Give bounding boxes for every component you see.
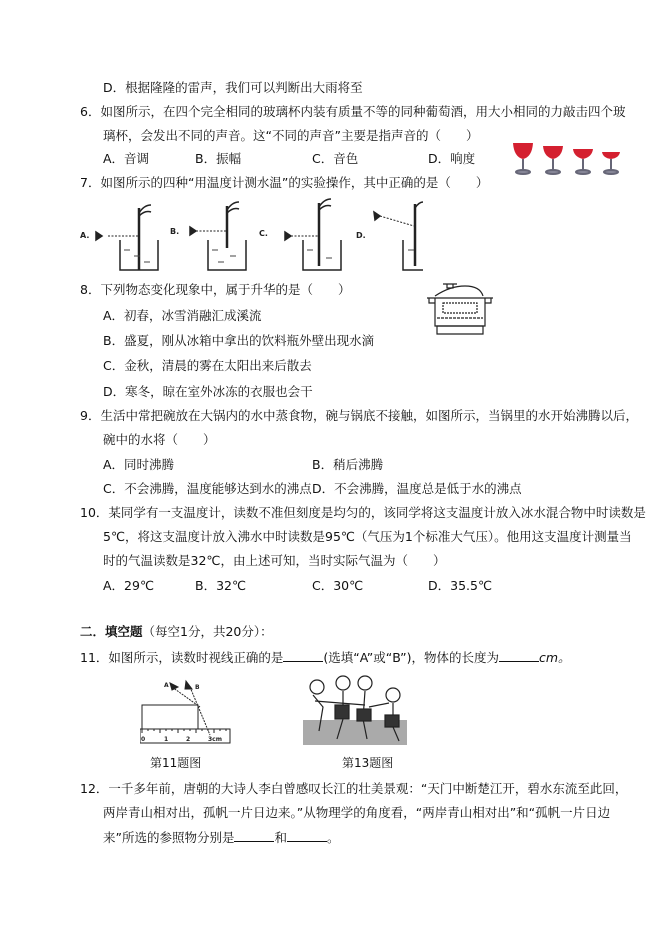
q10-option-c: C．30℃: [312, 578, 364, 593]
q10-option-b: B．32℃: [195, 578, 247, 593]
q9-option-c: C．不会沸腾，温度能够达到水的沸点: [103, 481, 312, 496]
q11-text: [80, 649, 571, 666]
q12-text-1: 12．一千多年前，唐朝的大诗人李白曾感叹长江的壮美景观：“天门中断楚江开，碧水东流至此回，: [80, 781, 628, 796]
q12-end: 。: [327, 830, 340, 845]
fig-label-d: D.: [356, 231, 366, 240]
ruler-label-3: 3cm: [208, 736, 222, 743]
children-game-figure: [303, 675, 407, 745]
q9-text-2: 碗中的水将（ ）: [103, 432, 216, 447]
q6-text-2: 璃杯，会发出不同的声音。这“不同的声音”主要是指声音的（ ）: [103, 128, 479, 143]
thermometer-figures: [78, 198, 423, 273]
q12-text-3: [103, 829, 340, 846]
q10-option-d: D．35.5℃: [428, 578, 492, 593]
q9-option-b: B．稍后沸腾: [312, 457, 384, 472]
section-2-heading: [80, 624, 273, 640]
q6-option-d: D．响度: [428, 151, 476, 166]
eye-label-a: A: [164, 682, 169, 689]
q5-option-d: D．根据隆隆的雷声，我们可以判断出大雨将至: [103, 80, 363, 95]
q8-option-d: D．寒冬，晾在室外冰冻的衣服也会干: [103, 384, 313, 399]
steamer-pot-figure: [425, 278, 495, 338]
q6-option-c: C．音色: [312, 151, 359, 166]
eye-label-b: B: [195, 684, 200, 691]
q9-option-d: D．不会沸腾，温度总是低于水的沸点: [312, 481, 522, 496]
q7-text: 7．如图所示的四种“用温度计测水温”的实验操作，其中正确的是（ ）: [80, 175, 489, 190]
q10-option-a: A．29℃: [103, 578, 154, 593]
q8-option-a: A．初春，冰雪消融汇成溪流: [103, 308, 262, 323]
q6-option-a: A．音调: [103, 151, 150, 166]
ruler-label-0: 0: [141, 736, 146, 743]
q11-blank-2[interactable]: [499, 649, 539, 662]
q9-text-1: 9．生活中常把碗放在大锅内的水中蒸食物，碗与锅底不接触，如图所示，当锅里的水开始沸腾以后，: [80, 408, 638, 423]
ruler-label-1: 1: [164, 736, 169, 743]
q8-text: 8．下列物态变化现象中，属于升华的是（ ）: [80, 282, 351, 297]
q10-text-1: 10．某同学有一支温度计，读数不准但刻度是均匀的，该同学将这支温度计放入冰水混合物中时读数是: [80, 505, 646, 520]
q10-text-3: 时的气温读数是32℃，由上述可知，当时实际气温为（ ）: [103, 553, 446, 568]
ruler-label-2: 2: [186, 736, 191, 743]
q9-option-a: A．同时沸腾: [103, 457, 175, 472]
fig-label-a: A.: [80, 231, 90, 240]
q8-option-c: C．金秋，清晨的雾在太阳出来后散去: [103, 358, 312, 373]
q11-mid: (选填“A”或“B”)，物体的长度为: [323, 650, 499, 665]
fig-11-caption: 第11题图: [150, 756, 202, 770]
q12-mid: 和: [274, 830, 287, 845]
wine-glasses-figure: [510, 140, 620, 180]
q6-text-1: 6．如图所示，在四个完全相同的玻璃杯内装有质量不等的同种葡萄酒，用大小相同的力敲击四个玻: [80, 104, 626, 119]
section-2-note: （每空1分，共20分）：: [142, 624, 273, 639]
fig-label-b: B.: [170, 227, 180, 236]
section-2-title: 二．填空题: [80, 624, 143, 639]
q12-blank-2[interactable]: [287, 829, 327, 842]
q11-unit: cm。: [538, 650, 571, 665]
q12-blank-1[interactable]: [234, 829, 274, 842]
q6-option-b: B．振幅: [195, 151, 242, 166]
q11-pre: 11．如图所示，读数时视线正确的是: [80, 650, 284, 665]
q10-text-2: 5℃，将这支温度计放入沸水中时读数是95℃（气压为1个标准大气压）。他用这支温度计测量当: [103, 529, 632, 544]
q12-pre: 来”所选的参照物分别是: [103, 830, 235, 845]
q8-option-b: B．盛夏，刚从冰箱中拿出的饮料瓶外壁出现水滴: [103, 333, 375, 348]
q12-text-2: 两岸青山相对出，孤帆一片日边来。”从物理学的角度看，“两岸青山相对出”和“孤帆一片日边: [103, 805, 611, 820]
fig-label-c: C.: [259, 229, 268, 238]
q11-blank-1[interactable]: [283, 649, 323, 662]
ruler-figure: [140, 677, 232, 745]
fig-13-caption: 第13题图: [342, 756, 394, 770]
